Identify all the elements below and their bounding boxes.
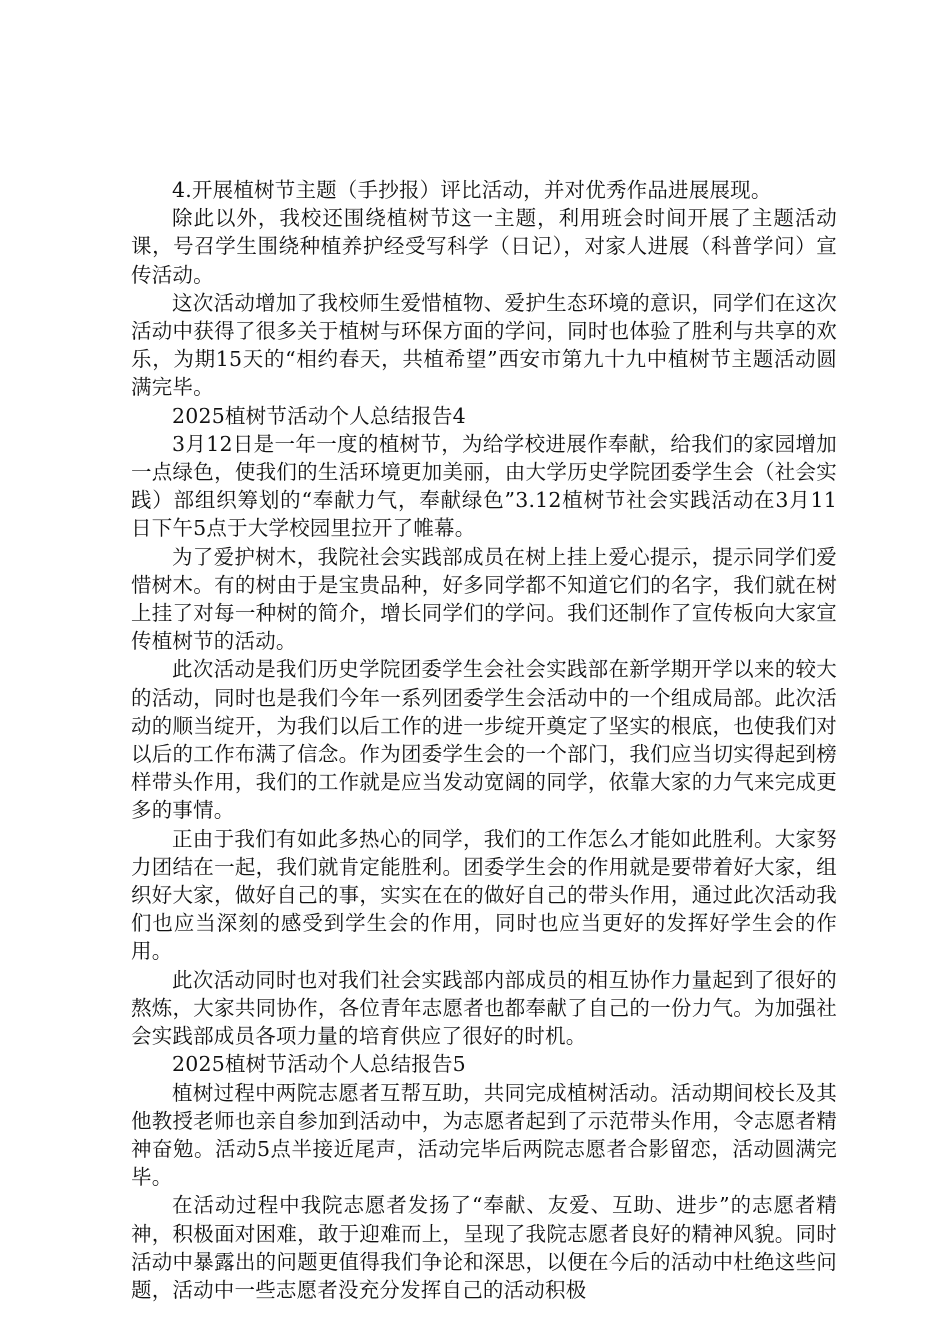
paragraph: 除此以外，我校还围绕植树节这一主题，利用班会时间开展了主题活动课，号召学生围绕种植养护经受写科学（日记），对家人进展（科普学问）宣传活动。	[131, 206, 837, 287]
section-heading: 2025植树节活动个人总结报告4	[172, 403, 466, 428]
paragraph: 此次活动同时也对我们社会实践部内部成员的相互协作力量起到了很好的熬炼，大家共同协作，各位青年志愿者也都奉献了自己的一份力气。为加强社会实践部成员各项力量的培育供应了很好的时机。	[131, 967, 837, 1049]
section-heading: 2025植树节活动个人总结报告5	[172, 1052, 466, 1077]
paragraph: 在活动过程中我院志愿者发扬了“奉献、友爱、互助、进步”的志愿者精神，积极面对困难，敢于迎难而上，呈现了我院志愿者良好的精神风貌。同时活动中暴露出的问题更值得我们争论和深思，以便在今后的活动中杜绝这些问题，活动中一些志愿者没充分发挥自己的活动积极	[131, 1193, 837, 1302]
document-body	[131, 176, 837, 1304]
paragraph: 植树过程中两院志愿者互帮互助，共同完成植树活动。活动期间校长及其他教授老师也亲自参加到活动中，为志愿者起到了示范带头作用，令志愿者精神奋勉。活动5点半接近尾声，活动完毕后两院志愿者合影留恋，活动圆满完毕。	[131, 1080, 837, 1190]
paragraph: 正由于我们有如此多热心的同学，我们的工作怎么才能如此胜利。大家努力团结在一起，我们就肯定能胜利。团委学生会的作用就是要带着好大家，组织好大家，做好自己的事，实实在在的做好自己的带头作用，通过此次活动我们也应当深刻的感受到学生会的作用，同时也应当更好的发挥好学生会的作用。	[131, 826, 837, 964]
paragraph: 这次活动增加了我校师生爱惜植物、爱护生态环境的意识，同学们在这次活动中获得了很多关于植树与环保方面的学问，同时也体验了胜利与共享的欢乐，为期15天的“相约春天，共植希望”西安市第九十九中植树节主题活动圆满完毕。	[131, 290, 837, 400]
paragraph: 此次活动是我们历史学院团委学生会社会实践部在新学期开学以来的较大的活动，同时也是我们今年一系列团委学生会活动中的一个组成局部。此次活动的顺当绽开，为我们以后工作的进一步绽开奠定了坚实的根底，也使我们对以后的工作布满了信念。作为团委学生会的一个部门，我们应当切实得起到榜样带头作用，我们的工作就是应当发动宽阔的同学，依靠大家的力气来完成更多的事情。	[131, 657, 837, 823]
paragraph: 3月12日是一年一度的植树节，为给学校进展作奉献，给我们的家园增加一点绿色，使我们的生活环境更加美丽，由大学历史学院团委学生会（社会实践）部组织筹划的“奉献力气，奉献绿色”3.12植树节社会实践活动在3月11日下午5点于大学校园里拉开了帷幕。	[131, 431, 837, 541]
paragraph: 为了爱护树木，我院社会实践部成员在树上挂上爱心提示，提示同学们爱惜树木。有的树由于是宝贵品种，好多同学都不知道它们的名字，我们就在树上挂了对每一种树的简介，增长同学们的学问。我们还制作了宣传板向大家宣传植树节的活动。	[131, 544, 837, 654]
paragraph: 4.开展植树节主题（手抄报）评比活动，并对优秀作品进展展现。	[172, 178, 772, 202]
